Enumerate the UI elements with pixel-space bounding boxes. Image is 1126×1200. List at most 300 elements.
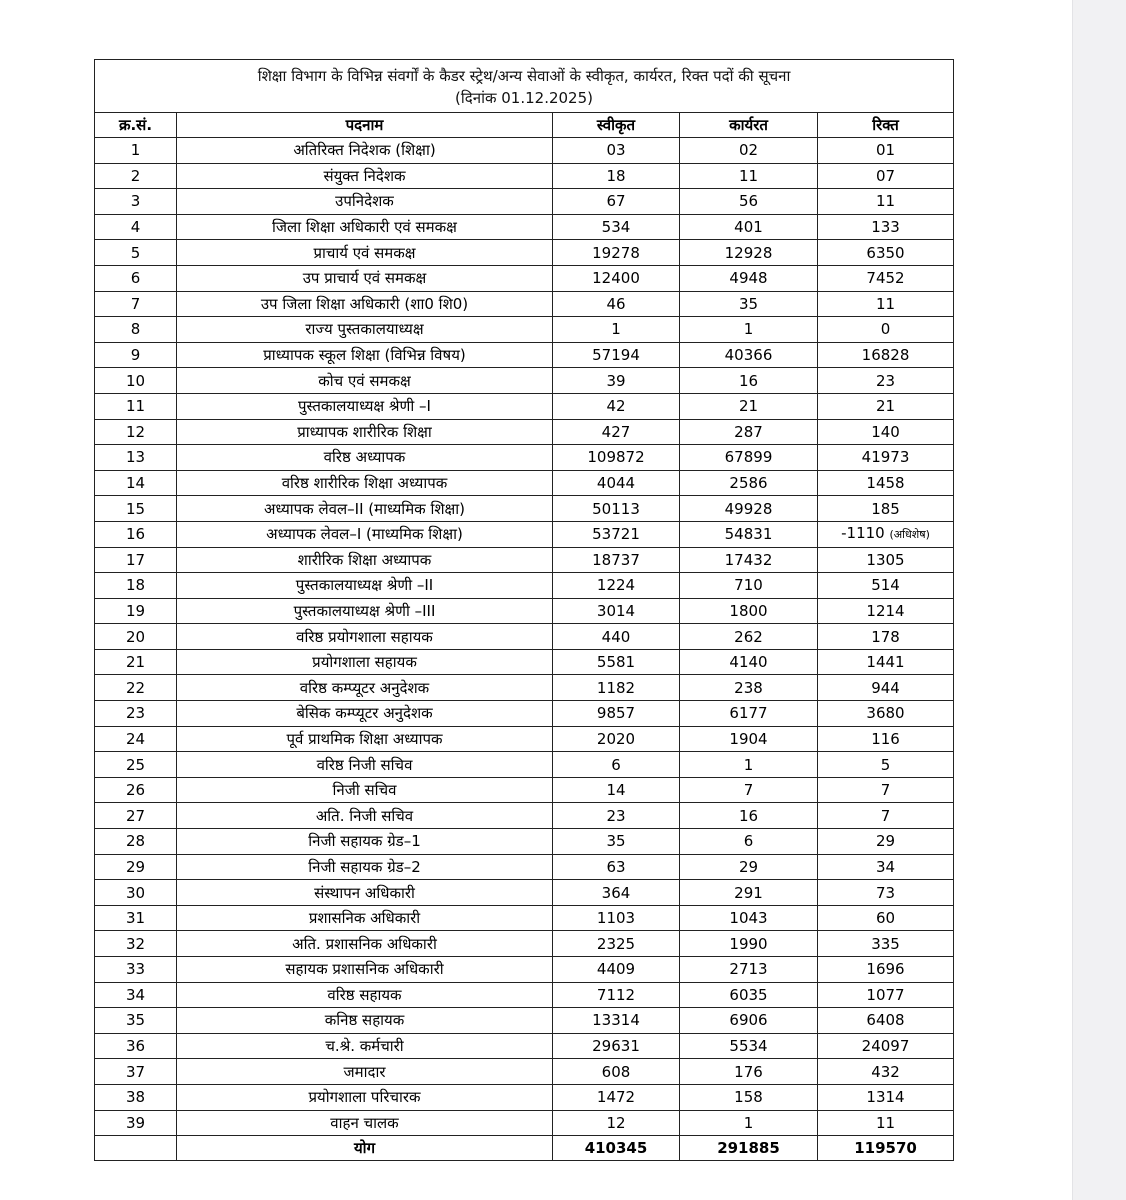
vacant-cell: [818, 138, 954, 164]
designation-cell-text: अति. निजी सचिव: [315, 806, 414, 825]
sanctioned-cell-text: 12400: [592, 269, 640, 288]
sanctioned-cell-text: 63: [606, 857, 626, 876]
table-row: [95, 163, 954, 189]
designation-cell: [177, 675, 553, 701]
designation-cell: [177, 368, 553, 394]
designation-cell-text: राज्य पुस्तकालयाध्यक्ष: [305, 320, 424, 339]
sanctioned-cell: [553, 675, 680, 701]
vacant-cell-text: 133: [871, 218, 900, 237]
table-row: [95, 138, 954, 164]
vacant-cell: [818, 342, 954, 368]
designation-cell: [177, 598, 553, 624]
designation-cell-text: अतिरिक्त निदेशक (शिक्षा): [293, 141, 436, 160]
designation-cell-text: प्रशासनिक अधिकारी: [308, 909, 421, 928]
working-cell: [680, 1084, 818, 1110]
designation-cell-text: पूर्व प्राथमिक शिक्षा अध्यापक: [286, 729, 443, 748]
table-row: [95, 521, 954, 547]
working-cell-text: 2586: [729, 474, 768, 493]
serial-cell-text: 7: [130, 294, 141, 313]
vacant-cell-text: 514: [871, 576, 900, 595]
working-cell: [680, 317, 818, 343]
vacant-cell: [818, 419, 954, 445]
serial-cell: [95, 624, 177, 650]
designation-cell: [177, 726, 553, 752]
vacant-cell: [818, 777, 954, 803]
working-cell: [680, 189, 818, 215]
designation-cell: [177, 393, 553, 419]
sanctioned-cell-text: 3014: [596, 601, 636, 620]
designation-cell: [177, 342, 553, 368]
designation-cell: [177, 1110, 553, 1136]
working-cell-text: 2713: [729, 960, 768, 979]
table-row: [95, 598, 954, 624]
designation-cell-text: वरिष्ठ निजी सचिव: [316, 755, 413, 774]
working-cell: [680, 138, 818, 164]
vacant-cell-text: 11: [875, 192, 896, 211]
vacant-cell-text: 60: [875, 909, 896, 928]
sanctioned-cell: [553, 880, 680, 906]
vacant-cell-text: 29: [875, 832, 896, 851]
working-cell-text: 1990: [729, 934, 768, 953]
sanctioned-cell-text: 13314: [592, 1011, 640, 1030]
vacant-cell-text: 1214: [866, 601, 905, 620]
serial-cell-text: 8: [130, 320, 141, 339]
serial-cell: [95, 419, 177, 445]
sanctioned-cell: [553, 598, 680, 624]
viewer-side-strip: [1072, 0, 1126, 1200]
working-cell-text: 02: [738, 141, 759, 160]
serial-cell: [95, 189, 177, 215]
designation-cell-text: निजी सहायक ग्रेड–2: [308, 857, 421, 876]
sanctioned-cell-text: 12: [606, 1113, 626, 1132]
sanctioned-cell-text: 50113: [592, 499, 640, 518]
serial-cell-text: 14: [125, 474, 146, 493]
table-row: [95, 419, 954, 445]
serial-cell: [95, 496, 177, 522]
designation-cell: [177, 138, 553, 164]
serial-cell-text: 33: [125, 960, 146, 979]
working-cell: [680, 777, 818, 803]
working-cell-text: 710: [734, 576, 763, 595]
designation-cell-text: कोच एवं समकक्ष: [318, 371, 411, 390]
designation-cell-text: पुस्तकालयाध्यक्ष श्रेणी –II: [295, 576, 434, 595]
sanctioned-cell: [553, 342, 680, 368]
designation-cell-text: उपनिदेशक: [335, 192, 394, 211]
designation-cell-text: सहायक प्रशासनिक अधिकारी: [285, 960, 444, 979]
working-cell: [680, 419, 818, 445]
designation-cell: [177, 1084, 553, 1110]
working-cell-text: 35: [738, 294, 759, 313]
designation-cell-text: प्राध्यापक शारीरिक शिक्षा: [297, 422, 432, 441]
working-cell-text: 40366: [724, 346, 773, 365]
working-cell: [680, 957, 818, 983]
sanctioned-cell-text: 534: [601, 218, 631, 237]
vacant-cell-text: 6408: [866, 1011, 905, 1030]
sanctioned-cell-text: 608: [601, 1062, 631, 1081]
working-cell: [680, 1110, 818, 1136]
sanctioned-cell-text: 2325: [596, 934, 636, 953]
working-cell-text: 1: [743, 320, 754, 339]
designation-cell-text: वरिष्ठ अध्यापक: [323, 448, 406, 467]
header-row: [95, 113, 954, 138]
serial-cell-text: 32: [125, 934, 146, 953]
working-cell: [680, 624, 818, 650]
sanctioned-cell: [553, 573, 680, 599]
working-cell: [680, 1033, 818, 1059]
designation-cell: [177, 854, 553, 880]
sanctioned-cell-text: 18737: [592, 550, 640, 569]
sanctioned-cell-text: 35: [606, 832, 626, 851]
sanctioned-cell-text: 364: [601, 883, 631, 902]
sanctioned-cell: [553, 957, 680, 983]
serial-cell: [95, 547, 177, 573]
sanctioned-cell: [553, 701, 680, 727]
designation-cell: [177, 752, 553, 778]
sanctioned-cell: [553, 419, 680, 445]
designation-cell-text: जमादार: [343, 1062, 386, 1081]
designation-cell-text: बेसिक कम्प्यूटर अनुदेशक: [296, 704, 433, 723]
serial-cell: [95, 265, 177, 291]
vacant-cell: [818, 445, 954, 471]
working-cell-text: 12928: [724, 243, 773, 262]
working-cell: [680, 905, 818, 931]
serial-cell: [95, 445, 177, 471]
working-cell: [680, 854, 818, 880]
designation-cell: [177, 445, 553, 471]
serial-cell: [95, 649, 177, 675]
table-row: [95, 1008, 954, 1034]
working-cell-text: 6035: [729, 985, 768, 1004]
cadre-strength-table: [94, 59, 954, 1161]
sanctioned-cell-text: 46: [606, 294, 626, 313]
vacant-cell: [818, 547, 954, 573]
working-cell-text: 16: [738, 806, 759, 825]
sanctioned-cell: [553, 521, 680, 547]
vacant-cell-text: 140: [871, 422, 900, 441]
serial-cell-text: 3: [130, 192, 141, 211]
serial-cell: [95, 291, 177, 317]
designation-cell-text: निजी सहायक ग्रेड–1: [308, 832, 421, 851]
vacant-cell: [818, 1033, 954, 1059]
header-sanctioned: स्वीकृत: [553, 113, 680, 138]
vacant-cell: [818, 1059, 954, 1085]
serial-cell: [95, 803, 177, 829]
table-row: [95, 957, 954, 983]
serial-cell: [95, 317, 177, 343]
serial-cell-text: 21: [125, 653, 146, 672]
serial-cell: [95, 138, 177, 164]
working-cell: [680, 163, 818, 189]
vacant-cell: [818, 240, 954, 266]
sanctioned-cell: [553, 470, 680, 496]
designation-cell: [177, 214, 553, 240]
vacant-cell-text: 11: [875, 1113, 896, 1132]
designation-cell: [177, 547, 553, 573]
designation-cell-text: अति. प्रशासनिक अधिकारी: [292, 934, 437, 953]
serial-cell: [95, 368, 177, 394]
sanctioned-cell-text: 1: [611, 320, 621, 339]
working-cell: [680, 880, 818, 906]
designation-cell: [177, 905, 553, 931]
vacant-cell: [818, 189, 954, 215]
vacant-cell-text: 7452: [866, 269, 905, 288]
serial-cell-text: 20: [125, 627, 146, 646]
serial-cell-text: 27: [125, 806, 146, 825]
sanctioned-cell: [553, 189, 680, 215]
sanctioned-cell: [553, 214, 680, 240]
table-row: [95, 445, 954, 471]
sanctioned-cell: [553, 240, 680, 266]
sanctioned-cell: [553, 829, 680, 855]
sanctioned-cell: [553, 163, 680, 189]
vacant-cell-text: 1458: [866, 474, 905, 493]
working-cell: [680, 470, 818, 496]
designation-cell: [177, 496, 553, 522]
working-cell: [680, 573, 818, 599]
designation-cell-text: प्रयोगशाला सहायक: [312, 653, 417, 672]
vacant-cell: [818, 598, 954, 624]
vacant-cell-text: 1305: [866, 550, 905, 569]
total-label: योग: [177, 1136, 553, 1161]
designation-cell: [177, 829, 553, 855]
designation-cell-text: उप प्राचार्य एवं समकक्ष: [302, 269, 427, 288]
working-cell: [680, 598, 818, 624]
working-cell: [680, 291, 818, 317]
vacant-cell: [818, 1110, 954, 1136]
sanctioned-cell-text: 19278: [592, 243, 640, 262]
working-cell-text: 262: [734, 627, 763, 646]
total-serial: [95, 1136, 177, 1161]
serial-cell: [95, 675, 177, 701]
table-row: [95, 317, 954, 343]
total-vacant: 119570: [818, 1136, 954, 1161]
designation-cell: [177, 803, 553, 829]
serial-cell: [95, 701, 177, 727]
table-row: [95, 726, 954, 752]
sanctioned-cell: [553, 624, 680, 650]
designation-cell: [177, 1059, 553, 1085]
sanctioned-cell-text: 57194: [592, 346, 640, 365]
sanctioned-cell-text: 9857: [596, 704, 636, 723]
serial-cell: [95, 240, 177, 266]
vacant-cell-text: 16828: [861, 346, 910, 365]
designation-cell: [177, 777, 553, 803]
vacant-cell: [818, 291, 954, 317]
sanctioned-cell-text: 6: [611, 755, 621, 774]
table-row: [95, 240, 954, 266]
designation-cell-text: च.श्रे. कर्मचारी: [325, 1037, 404, 1056]
designation-cell-text: वरिष्ठ सहायक: [327, 985, 402, 1004]
vacant-cell: [818, 368, 954, 394]
designation-cell-text: वरिष्ठ प्रयोगशाला सहायक: [296, 627, 433, 646]
serial-cell: [95, 880, 177, 906]
working-cell: [680, 803, 818, 829]
sanctioned-cell: [553, 317, 680, 343]
serial-cell: [95, 829, 177, 855]
vacant-cell-text: 1077: [866, 985, 905, 1004]
serial-cell: [95, 957, 177, 983]
sanctioned-cell-text: 5581: [596, 653, 636, 672]
working-cell: [680, 214, 818, 240]
designation-cell-text: वरिष्ठ शारीरिक शिक्षा अध्यापक: [281, 474, 448, 493]
working-cell: [680, 752, 818, 778]
designation-cell: [177, 624, 553, 650]
working-cell-text: 1800: [729, 601, 768, 620]
sanctioned-cell: [553, 1084, 680, 1110]
sanctioned-cell-text: 42: [606, 397, 626, 416]
table-row: [95, 1033, 954, 1059]
sanctioned-cell-text: 1472: [596, 1088, 636, 1107]
serial-cell-text: 25: [125, 755, 146, 774]
working-cell-text: 1: [743, 755, 754, 774]
vacant-cell-text: 34: [875, 857, 896, 876]
sanctioned-cell: [553, 649, 680, 675]
serial-cell-text: 22: [125, 678, 146, 697]
sanctioned-cell-text: 109872: [587, 448, 645, 467]
working-cell: [680, 701, 818, 727]
working-cell-text: 4140: [729, 653, 768, 672]
table-row: [95, 368, 954, 394]
vacant-cell: [818, 573, 954, 599]
designation-cell: [177, 1008, 553, 1034]
designation-cell-text: प्राध्यापक स्कूल शिक्षा (विभिन्न विषय): [263, 346, 466, 365]
sanctioned-cell-text: 2020: [596, 729, 636, 748]
designation-cell: [177, 649, 553, 675]
designation-cell: [177, 880, 553, 906]
designation-cell-text: संयुक्त निदेशक: [323, 166, 406, 185]
designation-cell-text: प्राचार्य एवं समकक्ष: [313, 243, 416, 262]
vacant-cell: [818, 905, 954, 931]
working-cell-text: 56: [738, 192, 759, 211]
surplus-note: (अधिशेष): [889, 528, 930, 542]
table-row: [95, 880, 954, 906]
vacant-cell-text: 23: [875, 371, 896, 390]
designation-cell: [177, 317, 553, 343]
vacant-cell-text: 41973: [861, 448, 910, 467]
sanctioned-cell-text: 1182: [596, 678, 636, 697]
working-cell: [680, 445, 818, 471]
serial-cell-text: 9: [130, 346, 141, 365]
working-cell: [680, 829, 818, 855]
sanctioned-cell: [553, 291, 680, 317]
header-working: कार्यरत: [680, 113, 818, 138]
table-row: [95, 291, 954, 317]
vacant-cell: [818, 1008, 954, 1034]
vacant-cell-text: 01: [875, 141, 896, 160]
designation-cell-text: अध्यापक लेवल–II (माध्यमिक शिक्षा): [263, 499, 466, 518]
working-cell: [680, 547, 818, 573]
sanctioned-cell-text: 29631: [592, 1037, 640, 1056]
designation-cell-text: निजी सचिव: [332, 781, 397, 800]
sanctioned-cell: [553, 854, 680, 880]
document-page: [94, 59, 953, 1161]
sanctioned-cell-text: 1103: [596, 909, 636, 928]
table-row: [95, 1059, 954, 1085]
serial-cell: [95, 393, 177, 419]
serial-cell-text: 34: [125, 985, 146, 1004]
serial-cell: [95, 1110, 177, 1136]
table-row: [95, 701, 954, 727]
sanctioned-cell: [553, 496, 680, 522]
table-row: [95, 393, 954, 419]
sanctioned-cell: [553, 393, 680, 419]
table-body: [95, 138, 954, 1136]
sanctioned-cell-text: 427: [601, 422, 631, 441]
sanctioned-cell-text: 18: [606, 166, 626, 185]
serial-cell-text: 12: [125, 422, 146, 441]
serial-cell: [95, 726, 177, 752]
working-cell-text: 1904: [729, 729, 768, 748]
working-cell-text: 6906: [729, 1011, 768, 1030]
sanctioned-cell: [553, 982, 680, 1008]
vacant-cell: [818, 265, 954, 291]
serial-cell: [95, 905, 177, 931]
serial-cell-text: 11: [125, 397, 146, 416]
designation-cell-text: वरिष्ठ कम्प्यूटर अनुदेशक: [299, 678, 430, 697]
table-row: [95, 265, 954, 291]
table-row: [95, 982, 954, 1008]
title-line-2: (दिनांक 01.12.2025): [455, 89, 593, 107]
sanctioned-cell-text: 4409: [596, 960, 636, 979]
serial-cell-text: 39: [125, 1113, 146, 1132]
working-cell: [680, 649, 818, 675]
table-row: [95, 573, 954, 599]
sanctioned-cell-text: 03: [606, 141, 626, 160]
serial-cell-text: 18: [125, 576, 146, 595]
vacant-cell: [818, 496, 954, 522]
designation-cell-text: शारीरिक शिक्षा अध्यापक: [297, 550, 432, 569]
vacant-cell: [818, 675, 954, 701]
vacant-cell-text: 178: [871, 627, 900, 646]
total-sanctioned: 410345: [553, 1136, 680, 1161]
working-cell-text: 158: [734, 1088, 763, 1107]
working-cell-text: 7: [743, 781, 754, 800]
working-cell-text: 291: [734, 883, 763, 902]
table-title: [95, 60, 954, 113]
designation-cell: [177, 240, 553, 266]
designation-cell: [177, 957, 553, 983]
serial-cell-text: 37: [125, 1062, 146, 1081]
sanctioned-cell: [553, 1008, 680, 1034]
working-cell-text: 21: [738, 397, 759, 416]
table-row: [95, 1110, 954, 1136]
designation-cell-text: प्रयोगशाला परिचारक: [308, 1088, 421, 1107]
serial-cell: [95, 521, 177, 547]
working-cell: [680, 240, 818, 266]
designation-cell-text: पुस्तकालयाध्यक्ष श्रेणी –I: [298, 397, 431, 416]
title-row: [95, 60, 954, 113]
vacant-cell: [818, 470, 954, 496]
designation-cell-text: जिला शिक्षा अधिकारी एवं समकक्ष: [272, 218, 457, 237]
serial-cell-text: 30: [125, 883, 146, 902]
header-serial: क्र.सं.: [95, 113, 177, 138]
vacant-cell: [818, 521, 954, 547]
designation-cell-text: अध्यापक लेवल–I (माध्यमिक शिक्षा): [266, 525, 463, 544]
working-cell: [680, 675, 818, 701]
working-cell-text: 49928: [724, 499, 773, 518]
sanctioned-cell-text: 440: [601, 627, 631, 646]
vacant-cell-text: 73: [875, 883, 896, 902]
working-cell-text: 238: [734, 678, 763, 697]
sanctioned-cell: [553, 726, 680, 752]
vacant-cell: [818, 982, 954, 1008]
serial-cell: [95, 1008, 177, 1034]
total-working: 291885: [680, 1136, 818, 1161]
designation-cell: [177, 189, 553, 215]
vacant-cell-text: 07: [875, 166, 896, 185]
serial-cell-text: 19: [125, 601, 146, 620]
table-row: [95, 931, 954, 957]
